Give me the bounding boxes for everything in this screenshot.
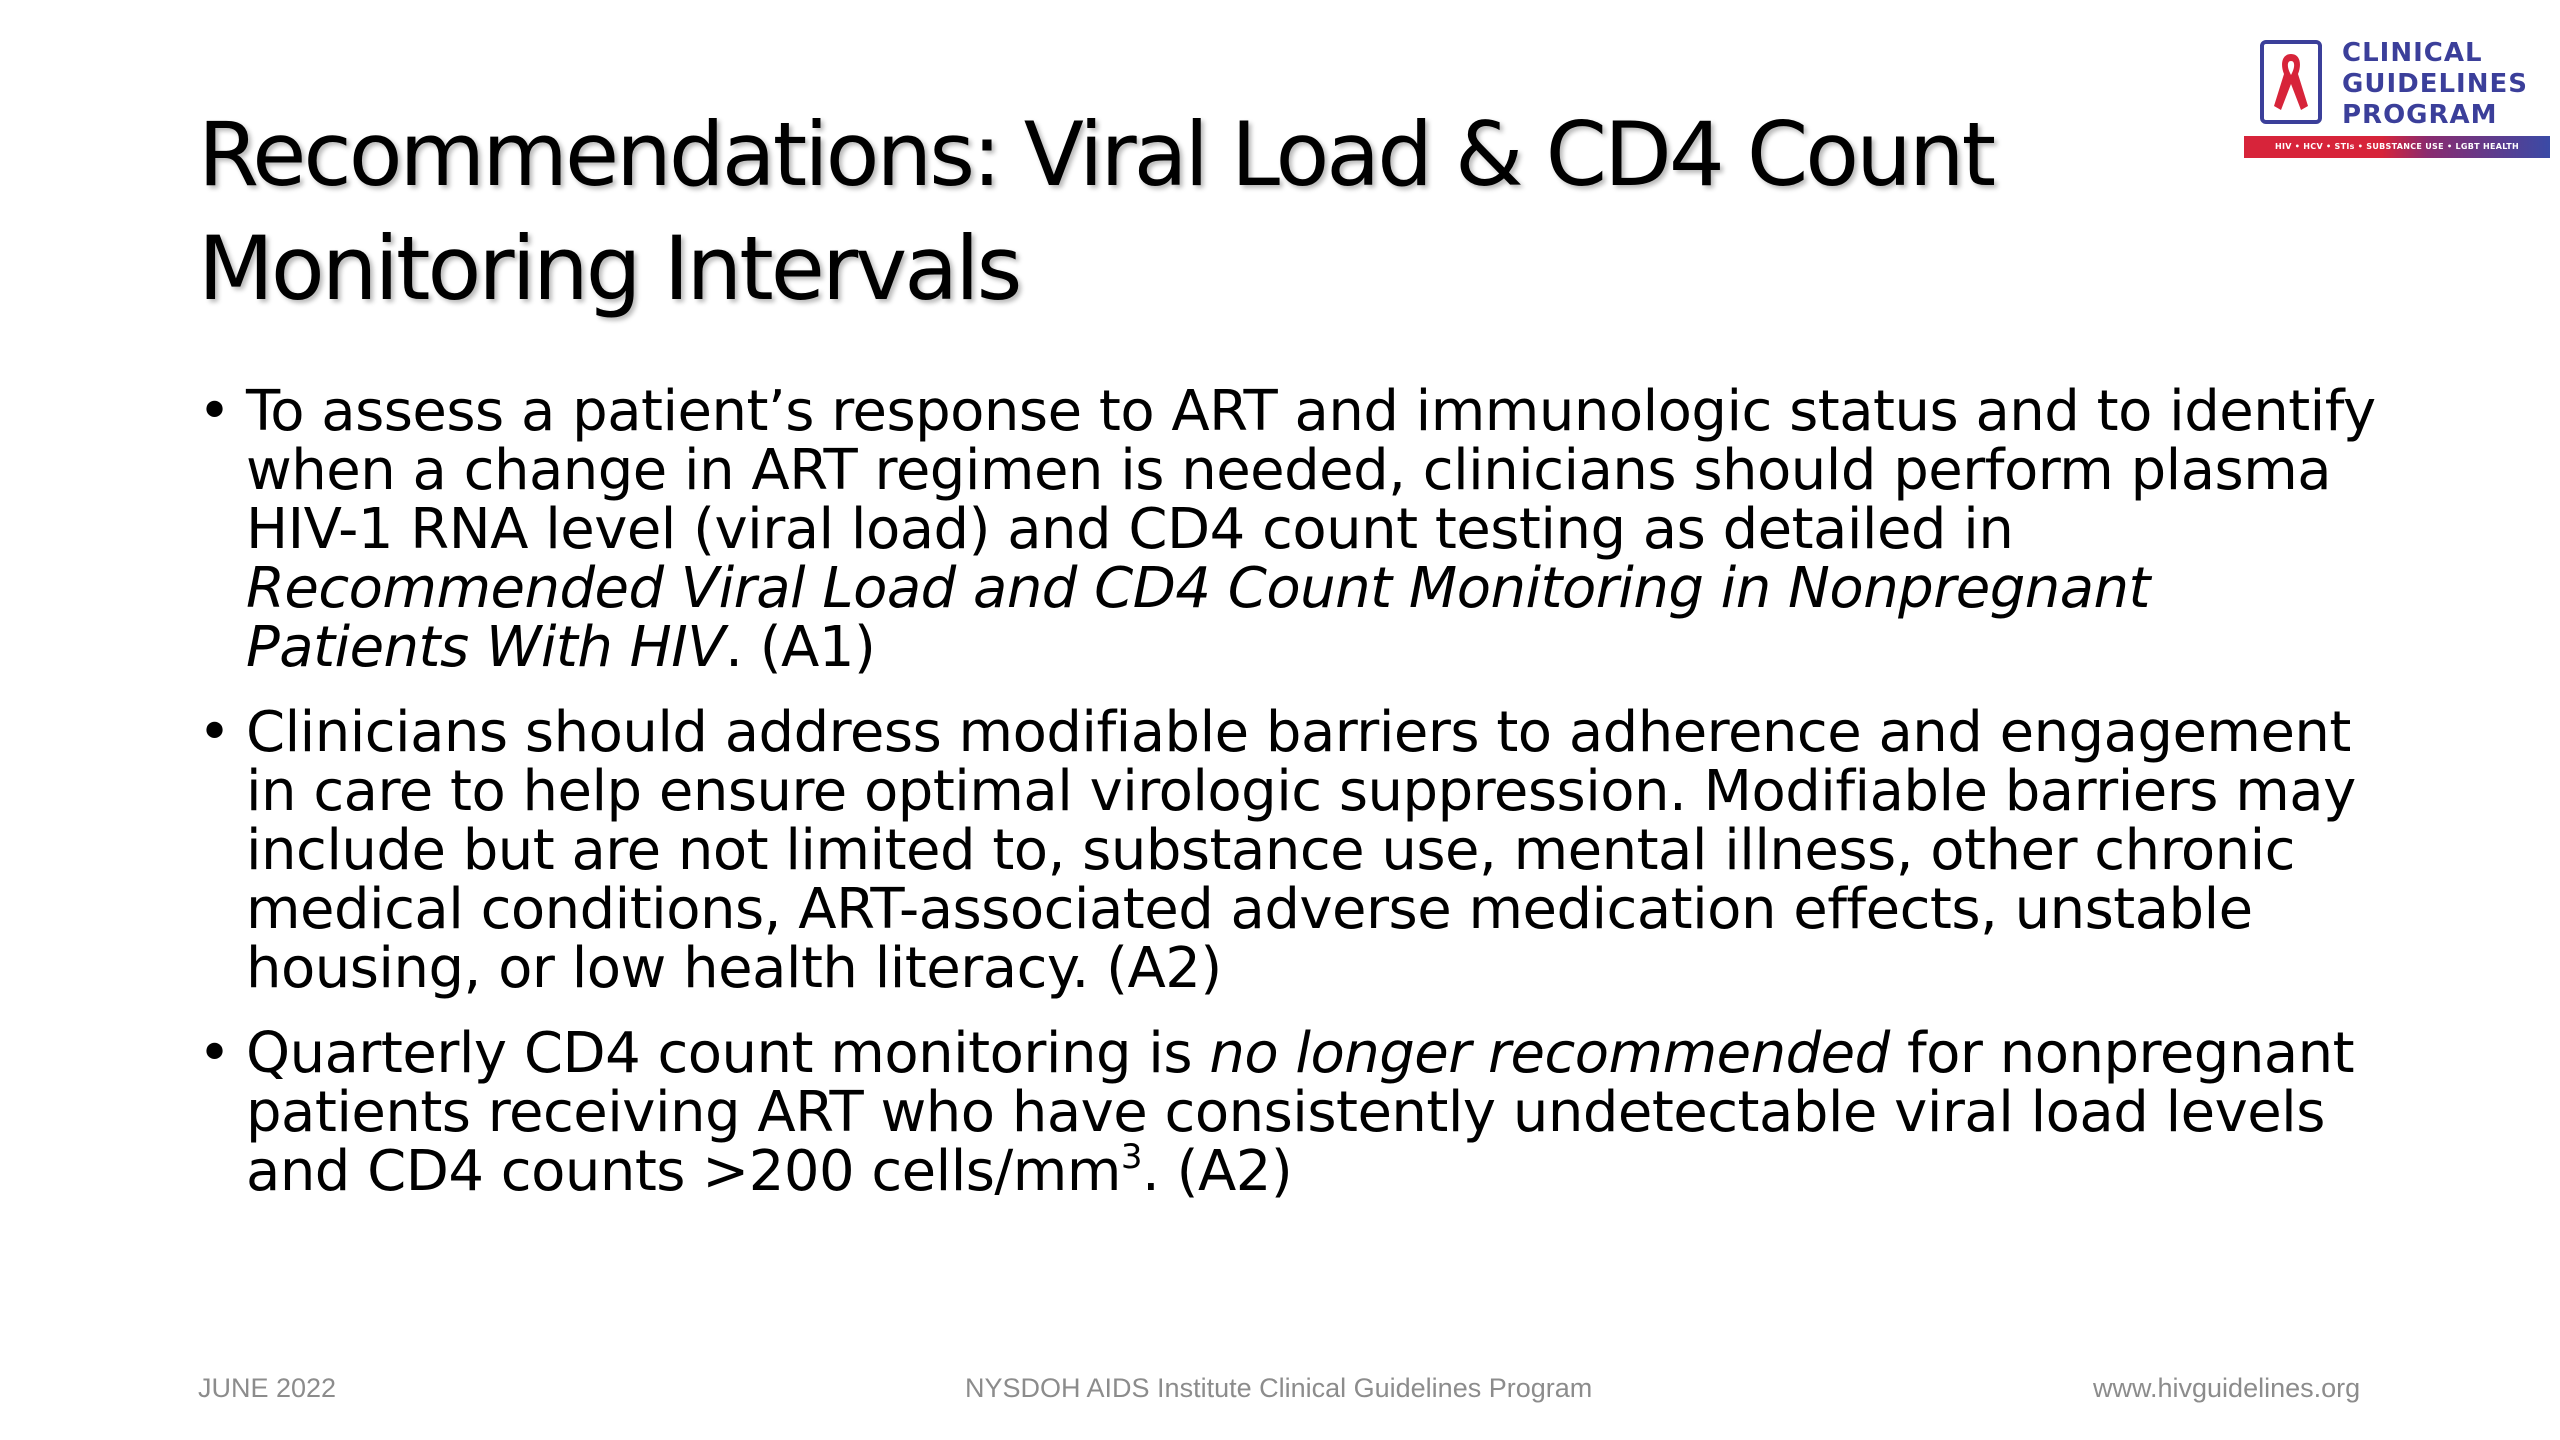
bullet-item-1: [198, 379, 2378, 680]
logo-line-guidelines: GUIDELINES: [2342, 69, 2528, 99]
footer-date: JUNE 2022: [198, 1373, 337, 1403]
logo-wordmark: [2342, 38, 2528, 131]
bullet-dot: •: [198, 700, 231, 765]
footer-program: NYSDOH AIDS Institute Clinical Guidelines Program: [965, 1373, 1593, 1403]
red-ribbon-icon: [2264, 44, 2318, 120]
logo-frame: [2260, 40, 2322, 124]
bullet-item-2: [198, 700, 2378, 1001]
bullet-1-italic-title: Recommended Viral Load and CD4 Count Monitoring in Nonpregnant Patients With HIV: [246, 556, 2151, 680]
slide-title: [198, 98, 2148, 326]
bullet-1-text: To assess a patient’s response to ART and immunologic status and to identify when a change in ART regimen is needed, clinicians should perform plasma HIV-1 RNA level (viral load) and CD4 count testing as detailed in: [246, 379, 2376, 562]
bullet-dot: •: [198, 1021, 231, 1086]
bullet-item-3: [198, 1021, 2378, 1204]
bullet-dot: •: [198, 379, 231, 444]
logo-tagline-bar: HIV • HCV • STIs • SUBSTANCE USE • LGBT HEALTH: [2244, 136, 2550, 158]
bullet-3-text: Quarterly CD4 count monitoring is: [246, 1021, 1210, 1086]
bullet-list: [198, 379, 2378, 1227]
slide-title-line-1: Recommendations: Viral Load & CD4 Count: [198, 103, 1994, 206]
bullet-3-text-continued: for nonpregnant patients receiving ART who have consistently undetectable viral load levels and CD4 counts >200 cells/mm: [246, 1021, 2355, 1204]
slide-title-line-2: Monitoring Intervals: [198, 217, 1020, 320]
logo-line-program: PROGRAM: [2342, 100, 2498, 130]
bullet-2-text: Clinicians should address modifiable barriers to adherence and engagement in care to help ensure optimal virologic suppression. Modifiable barriers may include but are not limited to, substance use, mental illness, other chronic medical conditions, ART-associated adverse medication effects, unstable housing, or low health literacy. (A2): [246, 700, 2356, 1001]
clinical-guidelines-program-logo: [2244, 38, 2550, 162]
bullet-3-superscript: 3: [1120, 1137, 1143, 1177]
logo-line-clinical: CLINICAL: [2342, 38, 2483, 68]
bullet-3-rating: . (A2): [1142, 1139, 1293, 1204]
bullet-3-italic-emphasis: no longer recommended: [1209, 1021, 1890, 1086]
footer-website: www.hivguidelines.org: [2093, 1373, 2361, 1403]
bullet-1-rating: . (A1): [725, 615, 876, 680]
